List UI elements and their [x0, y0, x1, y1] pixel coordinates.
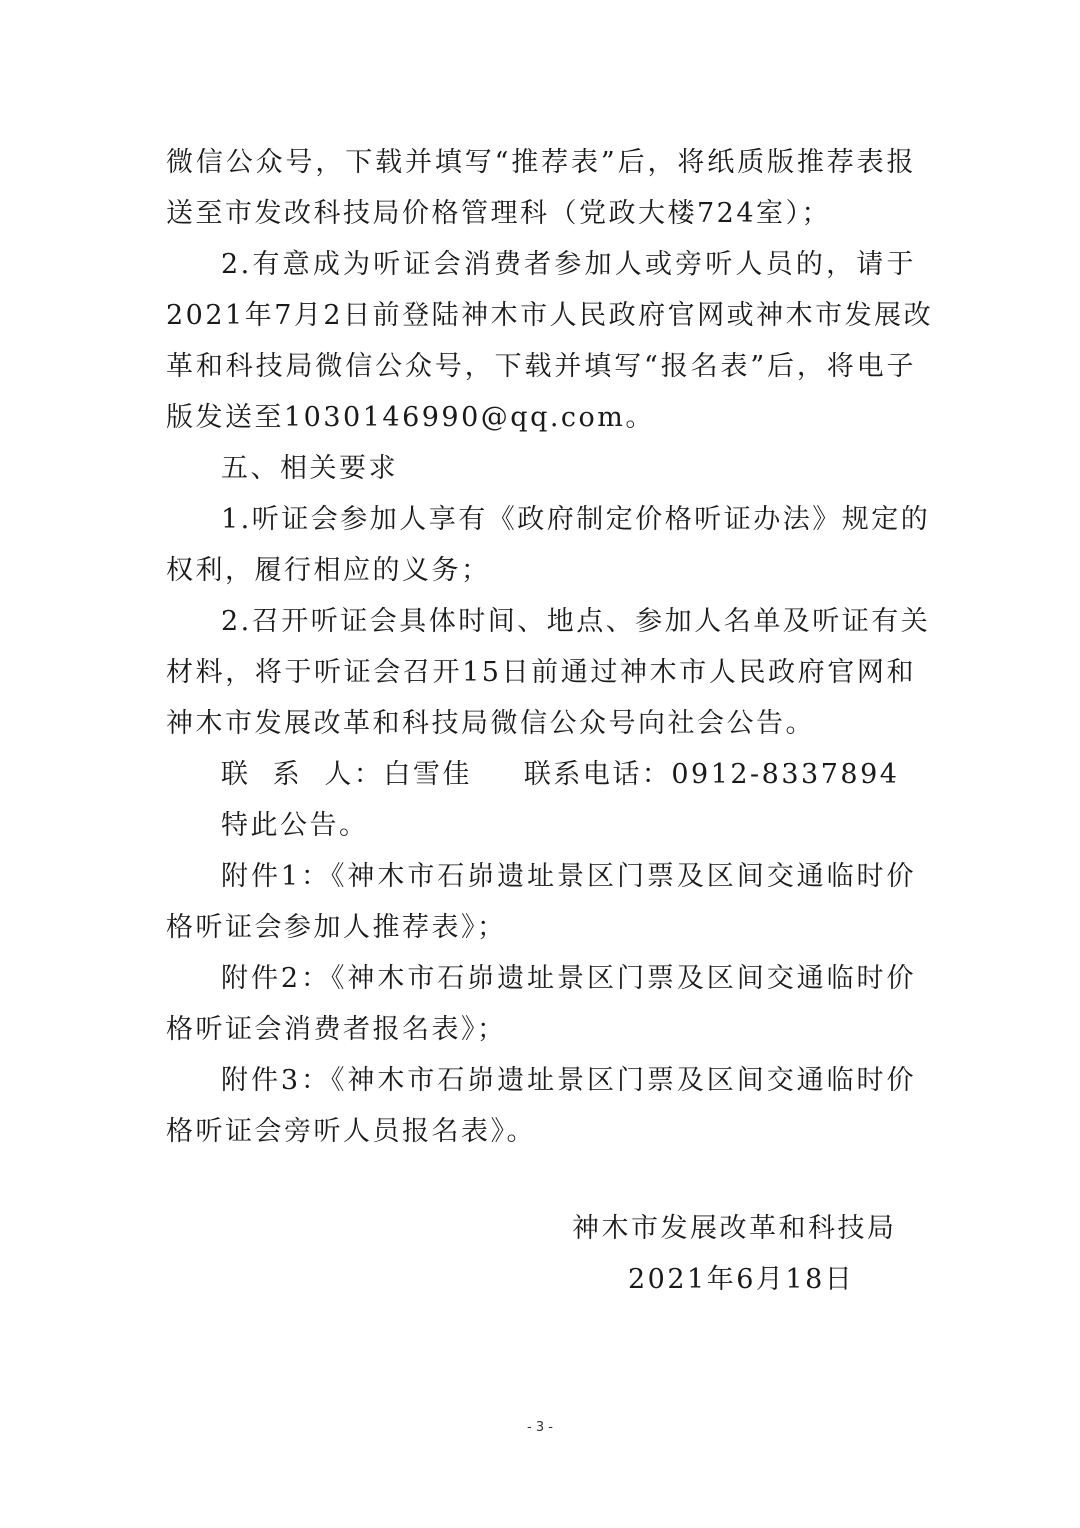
body-line-3: 2.有意成为听证会消费者参加人或旁听人员的，请于 [221, 249, 916, 280]
contact-phone: 联系电话：0912-8337894 [523, 759, 900, 790]
attachment-3-line-2: 格听证会旁听人员报名表》。 [166, 1116, 536, 1147]
attachment-1-line-1: 附件1：《神木市石峁遗址景区门票及区间交通临时价 [221, 861, 916, 892]
attachment-2-line-1: 附件2：《神木市石峁遗址景区门票及区间交通临时价 [221, 963, 916, 994]
contact-person: 联 系 人：白雪佳 [221, 759, 472, 790]
section-heading: 五、相关要求 [221, 453, 398, 484]
body-line-1: 微信公众号，下载并填写“推荐表”后，将纸质版推荐表报 [166, 147, 916, 178]
attachment-1-line-2: 格听证会参加人推荐表》； [166, 912, 507, 943]
section5-line-4: 材料，将于听证会召开15日前通过神木市人民政府官网和 [166, 657, 916, 688]
section5-line-5: 神木市发展改革和科技局微信公众号向社会公告。 [166, 708, 815, 739]
section5-line-2: 权利，履行相应的义务； [166, 555, 491, 586]
signature-org: 神木市发展改革和科技局 [572, 1213, 897, 1244]
body-line-6: 版发送至1030146990@qq.com。 [166, 402, 655, 433]
body-line-4: 2021年7月2日前登陆神木市人民政府官网或神木市发展改 [166, 300, 934, 331]
closing-text: 特此公告。 [221, 810, 369, 841]
section5-line-3: 2.召开听证会具体时间、地点、参加人名单及听证有关 [221, 606, 931, 637]
signature-date: 2021年6月18日 [628, 1264, 855, 1295]
attachment-3-line-1: 附件3：《神木市石峁遗址景区门票及区间交通临时价 [221, 1065, 916, 1096]
attachment-2-line-2: 格听证会消费者报名表》； [166, 1014, 507, 1045]
page-number: - 3 - [527, 1420, 553, 1435]
contact-line [221, 758, 916, 792]
body-line-2: 送至市发改科技局价格管理科（党政大楼724室）； [166, 198, 832, 229]
body-line-5: 革和科技局微信公众号，下载并填写“报名表”后，将电子 [166, 351, 916, 382]
section5-line-1: 1.听证会参加人享有《政府制定价格听证办法》规定的 [221, 504, 931, 535]
